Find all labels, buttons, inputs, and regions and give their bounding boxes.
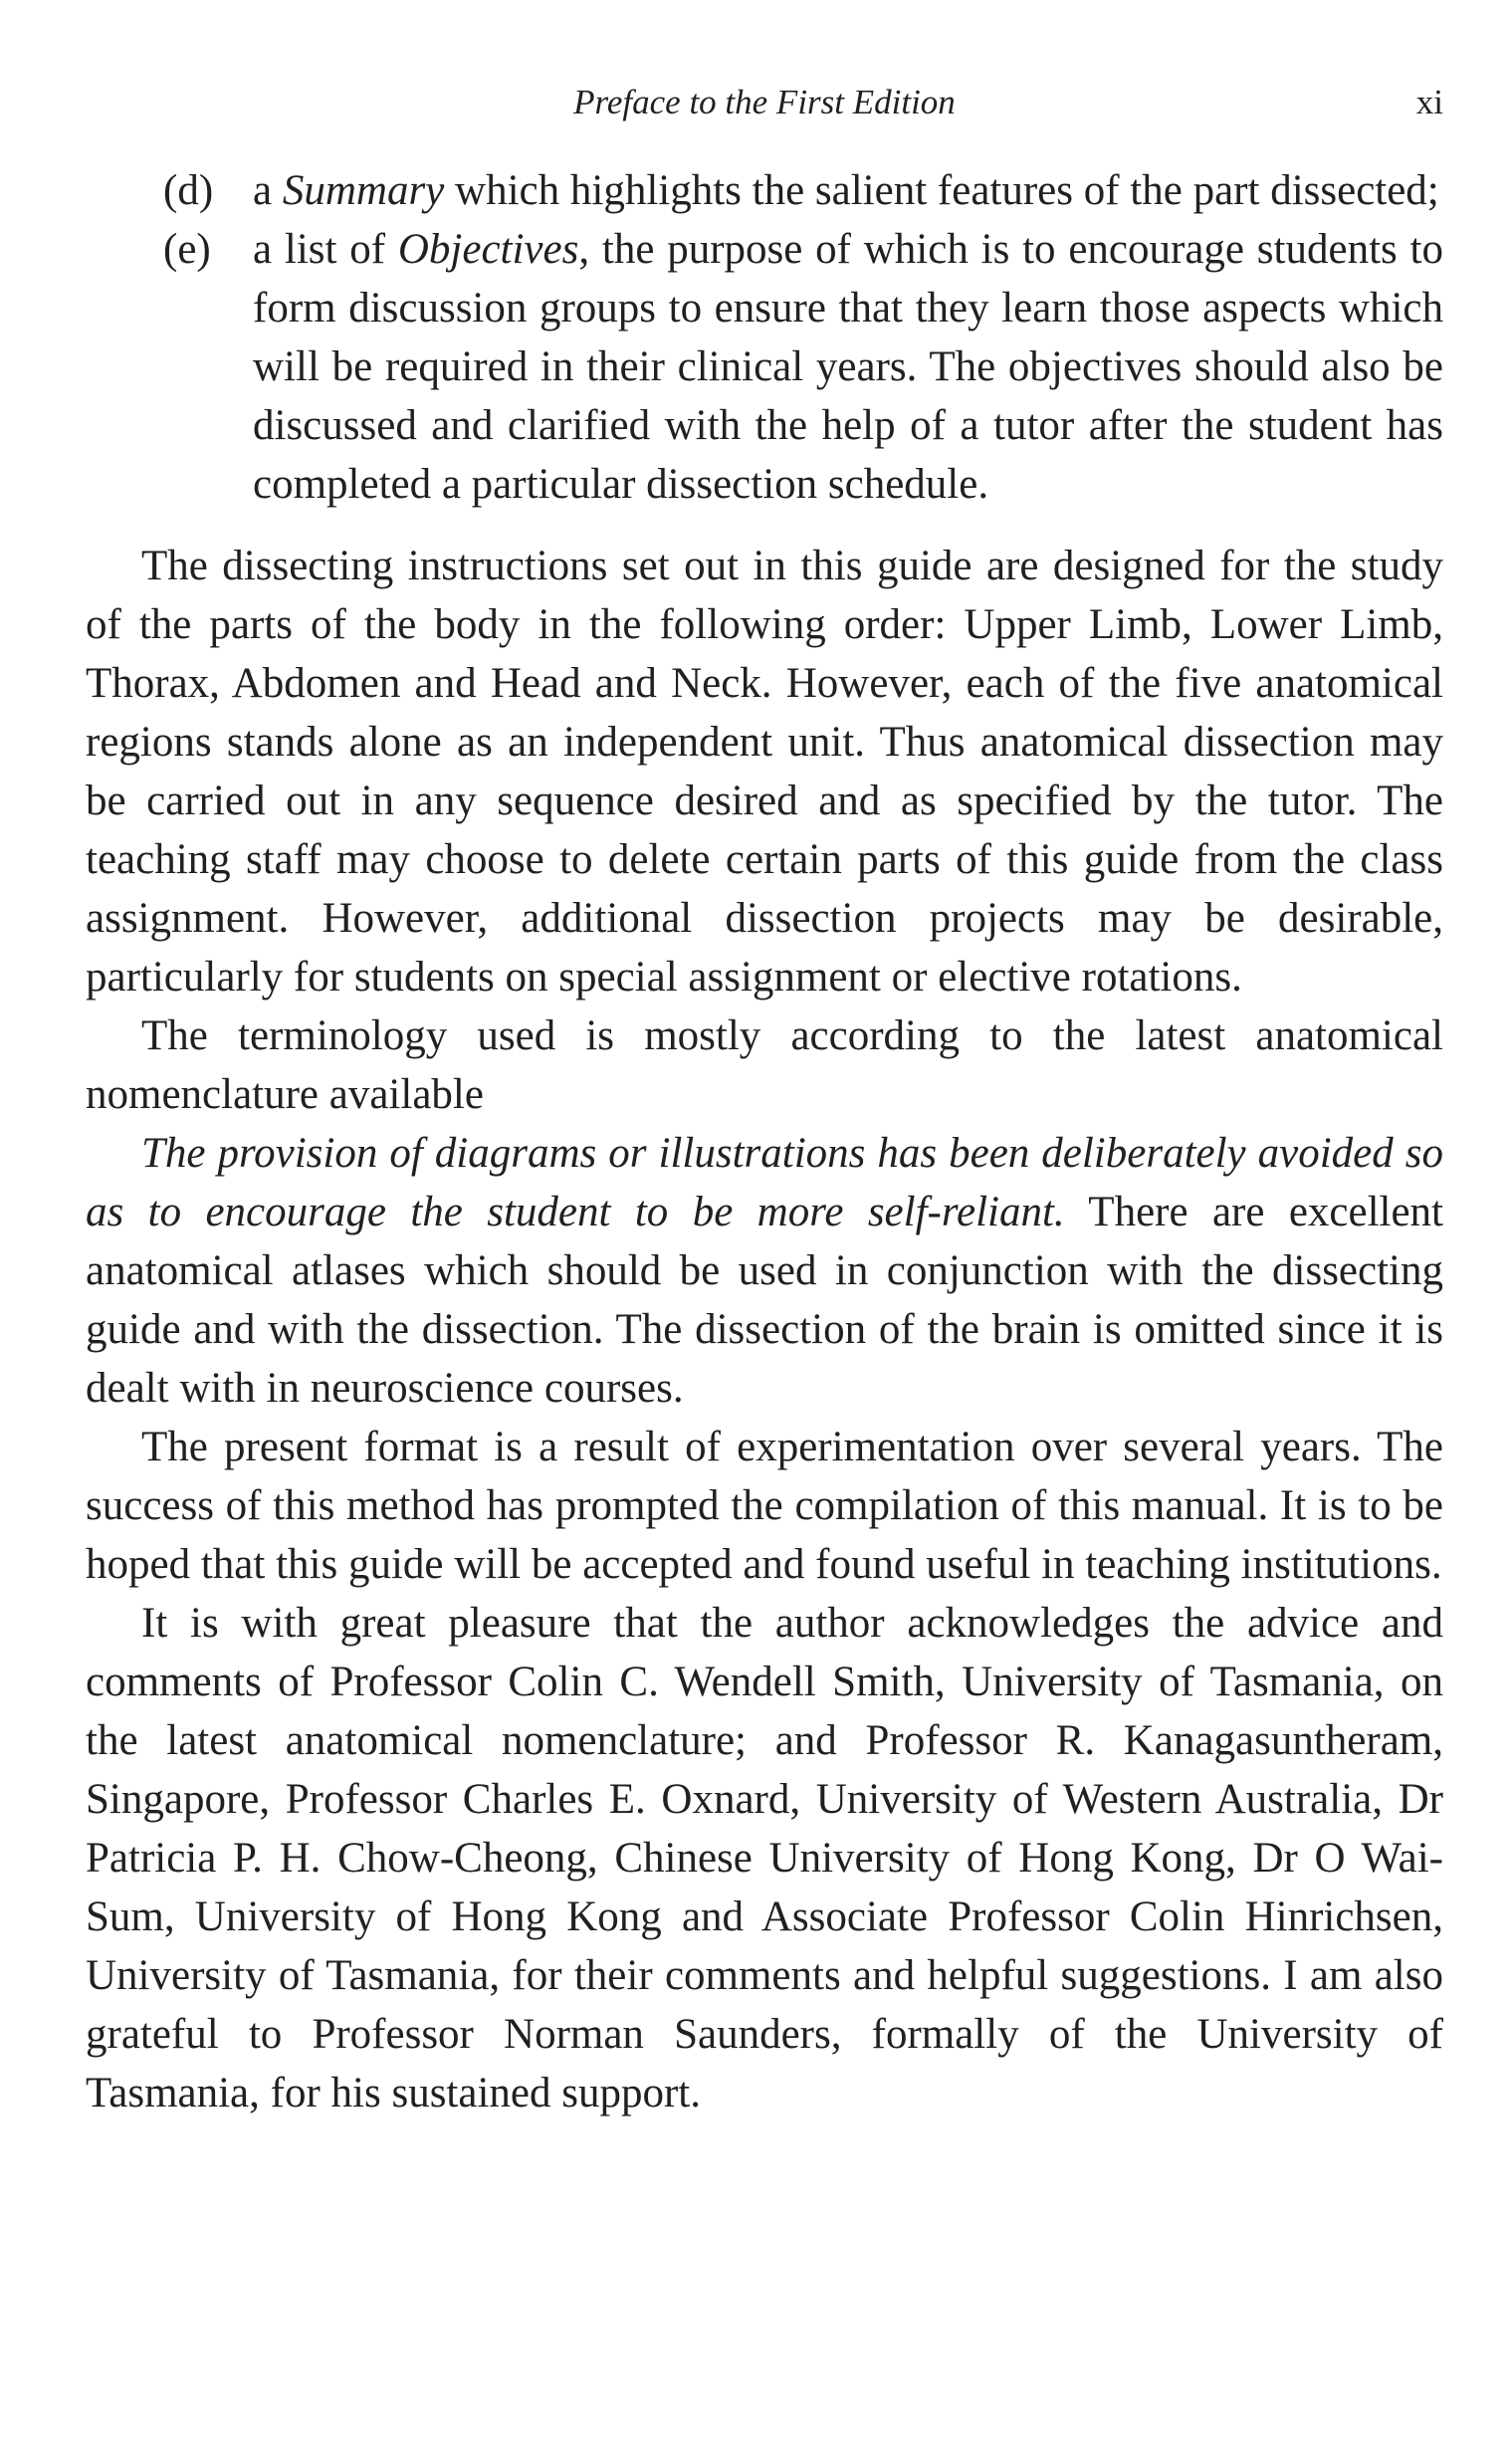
list-label: (d) bbox=[163, 167, 214, 214]
paragraph-dissecting-order: The dissecting instructions set out in this guide are designed for the study of the parts of the body in the following order: Upper Limb, Lower Limb, Thorax, Abdomen and Head and Neck. However, each of the five anatomical regions stands alone as an independent unit. Thus anatomical dissection may be carried out in any sequence desired and as specified by the tutor. The teaching staff may choose to delete certain parts of this guide from the class assignment. However, additional dissection projects may be desirable, particularly for students on special assignment or elective rotations. bbox=[86, 543, 1443, 1001]
paragraph-terminology: The terminology used is mostly according to the latest anatomical nomenclature available bbox=[86, 1012, 1443, 1118]
list-label: (e) bbox=[163, 226, 211, 273]
paragraph-format: The present format is a result of experimentation over several years. The success of this method has prompted the compilation of this manual. It is to be hoped that this guide will be accepted and found useful in teaching institutions. bbox=[86, 1424, 1443, 1588]
paragraph-diagrams bbox=[86, 1124, 1443, 1418]
list-text-post: , the purpose of which is to encourage students to form discussion groups to ensure that they learn those aspects which will be required in their clinical years. The objectives should also be discussed and clarified with the help of a tutor after the student has completed a particular dissection schedule. bbox=[253, 226, 1443, 508]
running-head bbox=[86, 78, 1443, 127]
paragraph-text: There are excellent anatomical atlases which should be used in conjunction with the dissecting guide and with the dissection. The dissection of the brain is omitted since it is dealt with in neuroscience courses. bbox=[86, 1189, 1444, 1412]
objectives-list bbox=[86, 161, 1443, 514]
list-emphasis: Summary bbox=[282, 167, 445, 214]
paragraph-emphasis: The provision of diagrams or illustrations has been deliberately avoided so as to encourage the student to be more self-reliant. bbox=[86, 1130, 1443, 1235]
page-number: xi bbox=[1415, 83, 1443, 121]
list-emphasis: Objectives bbox=[397, 226, 579, 273]
list-text-pre: a list of bbox=[253, 226, 398, 273]
paragraph-acknowledgements: It is with great pleasure that the author acknowledges the advice and comments of Professor Colin C. Wendell Smith, University of Tasmania, on the latest anatomical nomenclature; and Professor R. Kanagasuntheram, Singapore, Professor Charles E. Oxnard, University of Western Australia, Dr Patricia P. H. Chow-Cheong, Chinese University of Hong Kong, Dr O Wai-Sum, University of Hong Kong and Associate Professor Colin Hinrichsen, University of Tasmania, for their comments and helpful suggestions. I am also grateful to Professor Norman Saunders, formally of the University of Tasmania, for his sustained support. bbox=[86, 1600, 1443, 2116]
list-item-e bbox=[86, 220, 1443, 514]
list-text-pre: a bbox=[253, 167, 283, 214]
body-text bbox=[86, 161, 1443, 2122]
list-text-post: which highlights the salient features of the part dissected; bbox=[444, 167, 1439, 214]
list-item-d bbox=[86, 161, 1443, 220]
running-head-title: Preface to the First Edition bbox=[573, 83, 956, 121]
